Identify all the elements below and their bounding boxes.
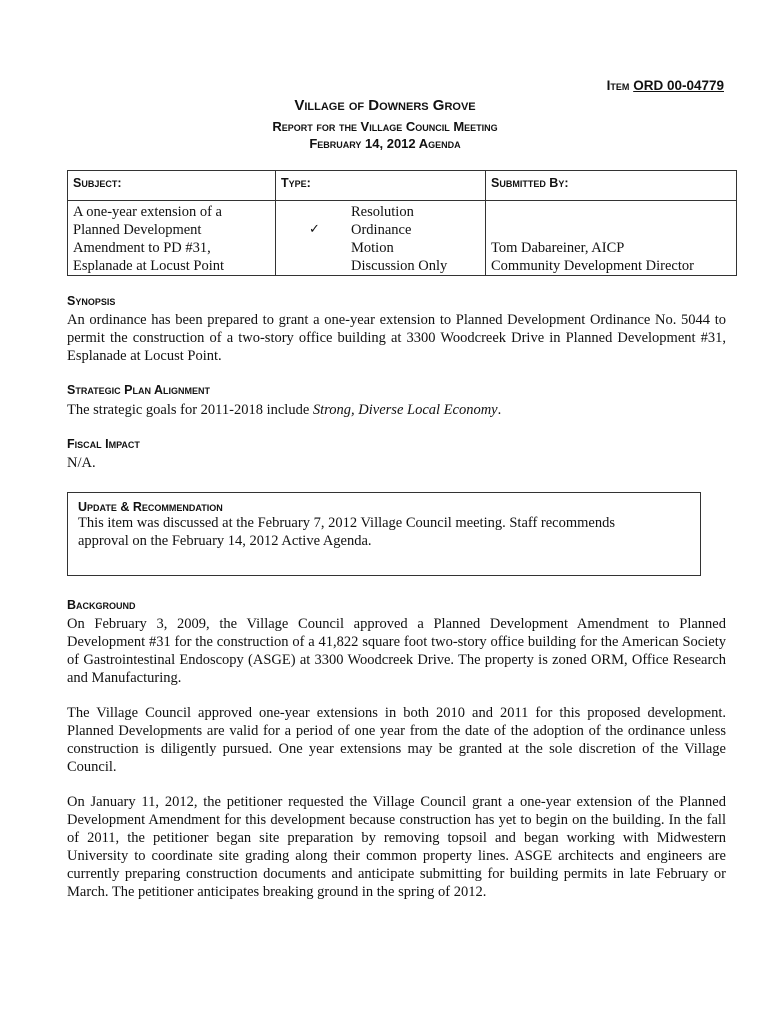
report-title: Report for the Village Council Meeting bbox=[272, 119, 498, 134]
background-paragraph-3: On January 11, 2012, the petitioner requested the Village Council grant a one-year extension of the Planned Development Amendment for this development because construction has yet to begin on the building. In the fall of 2011, the petitioner began site preparation by removing topsoil and began working with Midwestern University to coordinate site grading along their common property lines. ASGE architects and engineers are currently preparing construction documents and anticipate submitting for building permits in late February or March. The petitioner anticipates breaking ground in the spring of 2012. bbox=[67, 794, 726, 900]
type-options bbox=[351, 203, 447, 275]
subject-line: Amendment to PD #31, bbox=[73, 240, 211, 256]
agenda-date: February 14, 2012 Agenda bbox=[309, 136, 461, 151]
recommendation-box bbox=[67, 492, 701, 576]
recommendation-line-2: approval on the February 14, 2012 Active Agenda. bbox=[78, 533, 372, 549]
submitter-cell bbox=[486, 201, 737, 276]
subject-line: Esplanade at Locust Point bbox=[73, 258, 225, 274]
type-option-discussion: Discussion Only bbox=[351, 258, 448, 274]
item-prefix: Item bbox=[606, 78, 630, 93]
background-paragraph-2: The Village Council approved one-year extensions in both 2010 and 2011 for this proposed development. Planned Developments are valid for a period of one year from the date of the adoption of the ordinance unless construction is diligently pursued. One year extensions may be granted at the sole discretion of the Village Council. bbox=[67, 705, 726, 775]
recommendation-title: Update & Recommendation bbox=[78, 500, 223, 514]
item-code: ORD 00-04779 bbox=[633, 78, 724, 93]
strategic-title: Strategic Plan Alignment bbox=[67, 383, 211, 397]
submitter-title: Community Development Director bbox=[491, 258, 694, 274]
fiscal-title: Fiscal Impact bbox=[67, 437, 140, 451]
synopsis-title: Synopsis bbox=[67, 294, 116, 308]
synopsis-text: An ordinance has been prepared to grant a one-year extension to Planned Development Ordinance No. 5044 to permit the construction of a two-story office building at 3300 Woodcreek Drive in Planned Development #31, Esplanade at Locust Point. bbox=[67, 312, 726, 364]
subject-cell bbox=[68, 201, 276, 276]
checkmark-icon: ✓ bbox=[309, 222, 320, 237]
type-option-resolution: Resolution bbox=[351, 204, 414, 220]
info-table bbox=[67, 170, 737, 276]
type-option-ordinance: Ordinance bbox=[351, 222, 412, 238]
strategic-text: The strategic goals for 2011-2018 include Strong, Diverse Local Economy. bbox=[67, 402, 502, 418]
submitter-name: Tom Dabareiner, AICP bbox=[491, 240, 625, 256]
type-cell bbox=[276, 201, 486, 276]
strategic-goal: Strong, Diverse Local Economy bbox=[312, 402, 498, 418]
background-paragraph-1: On February 3, 2009, the Village Council approved a Planned Development Amendment to Planned Development #31 for the construction of a 41,822 square foot two-story office building for the American Society of Gastrointestinal Endoscopy (ASGE) at 3300 Woodcreek Drive. The property is zoned ORM, Office Research and Manufacturing. bbox=[67, 616, 726, 686]
background-title: Background bbox=[67, 598, 136, 612]
org-title: Village of Downers Grove bbox=[294, 97, 476, 114]
subject-line: Planned Development bbox=[73, 222, 202, 238]
type-label: Type: bbox=[276, 171, 486, 201]
subject-line: A one-year extension of a bbox=[73, 204, 222, 220]
subject-label: Subject: bbox=[68, 171, 276, 201]
submitted-label: Submitted By: bbox=[486, 171, 737, 201]
fiscal-text: N/A. bbox=[67, 455, 96, 471]
recommendation-line-1: This item was discussed at the February 7, 2012 Village Council meeting. Staff recommends bbox=[78, 515, 616, 531]
item-number bbox=[0, 78, 724, 93]
type-option-motion: Motion bbox=[351, 240, 394, 256]
